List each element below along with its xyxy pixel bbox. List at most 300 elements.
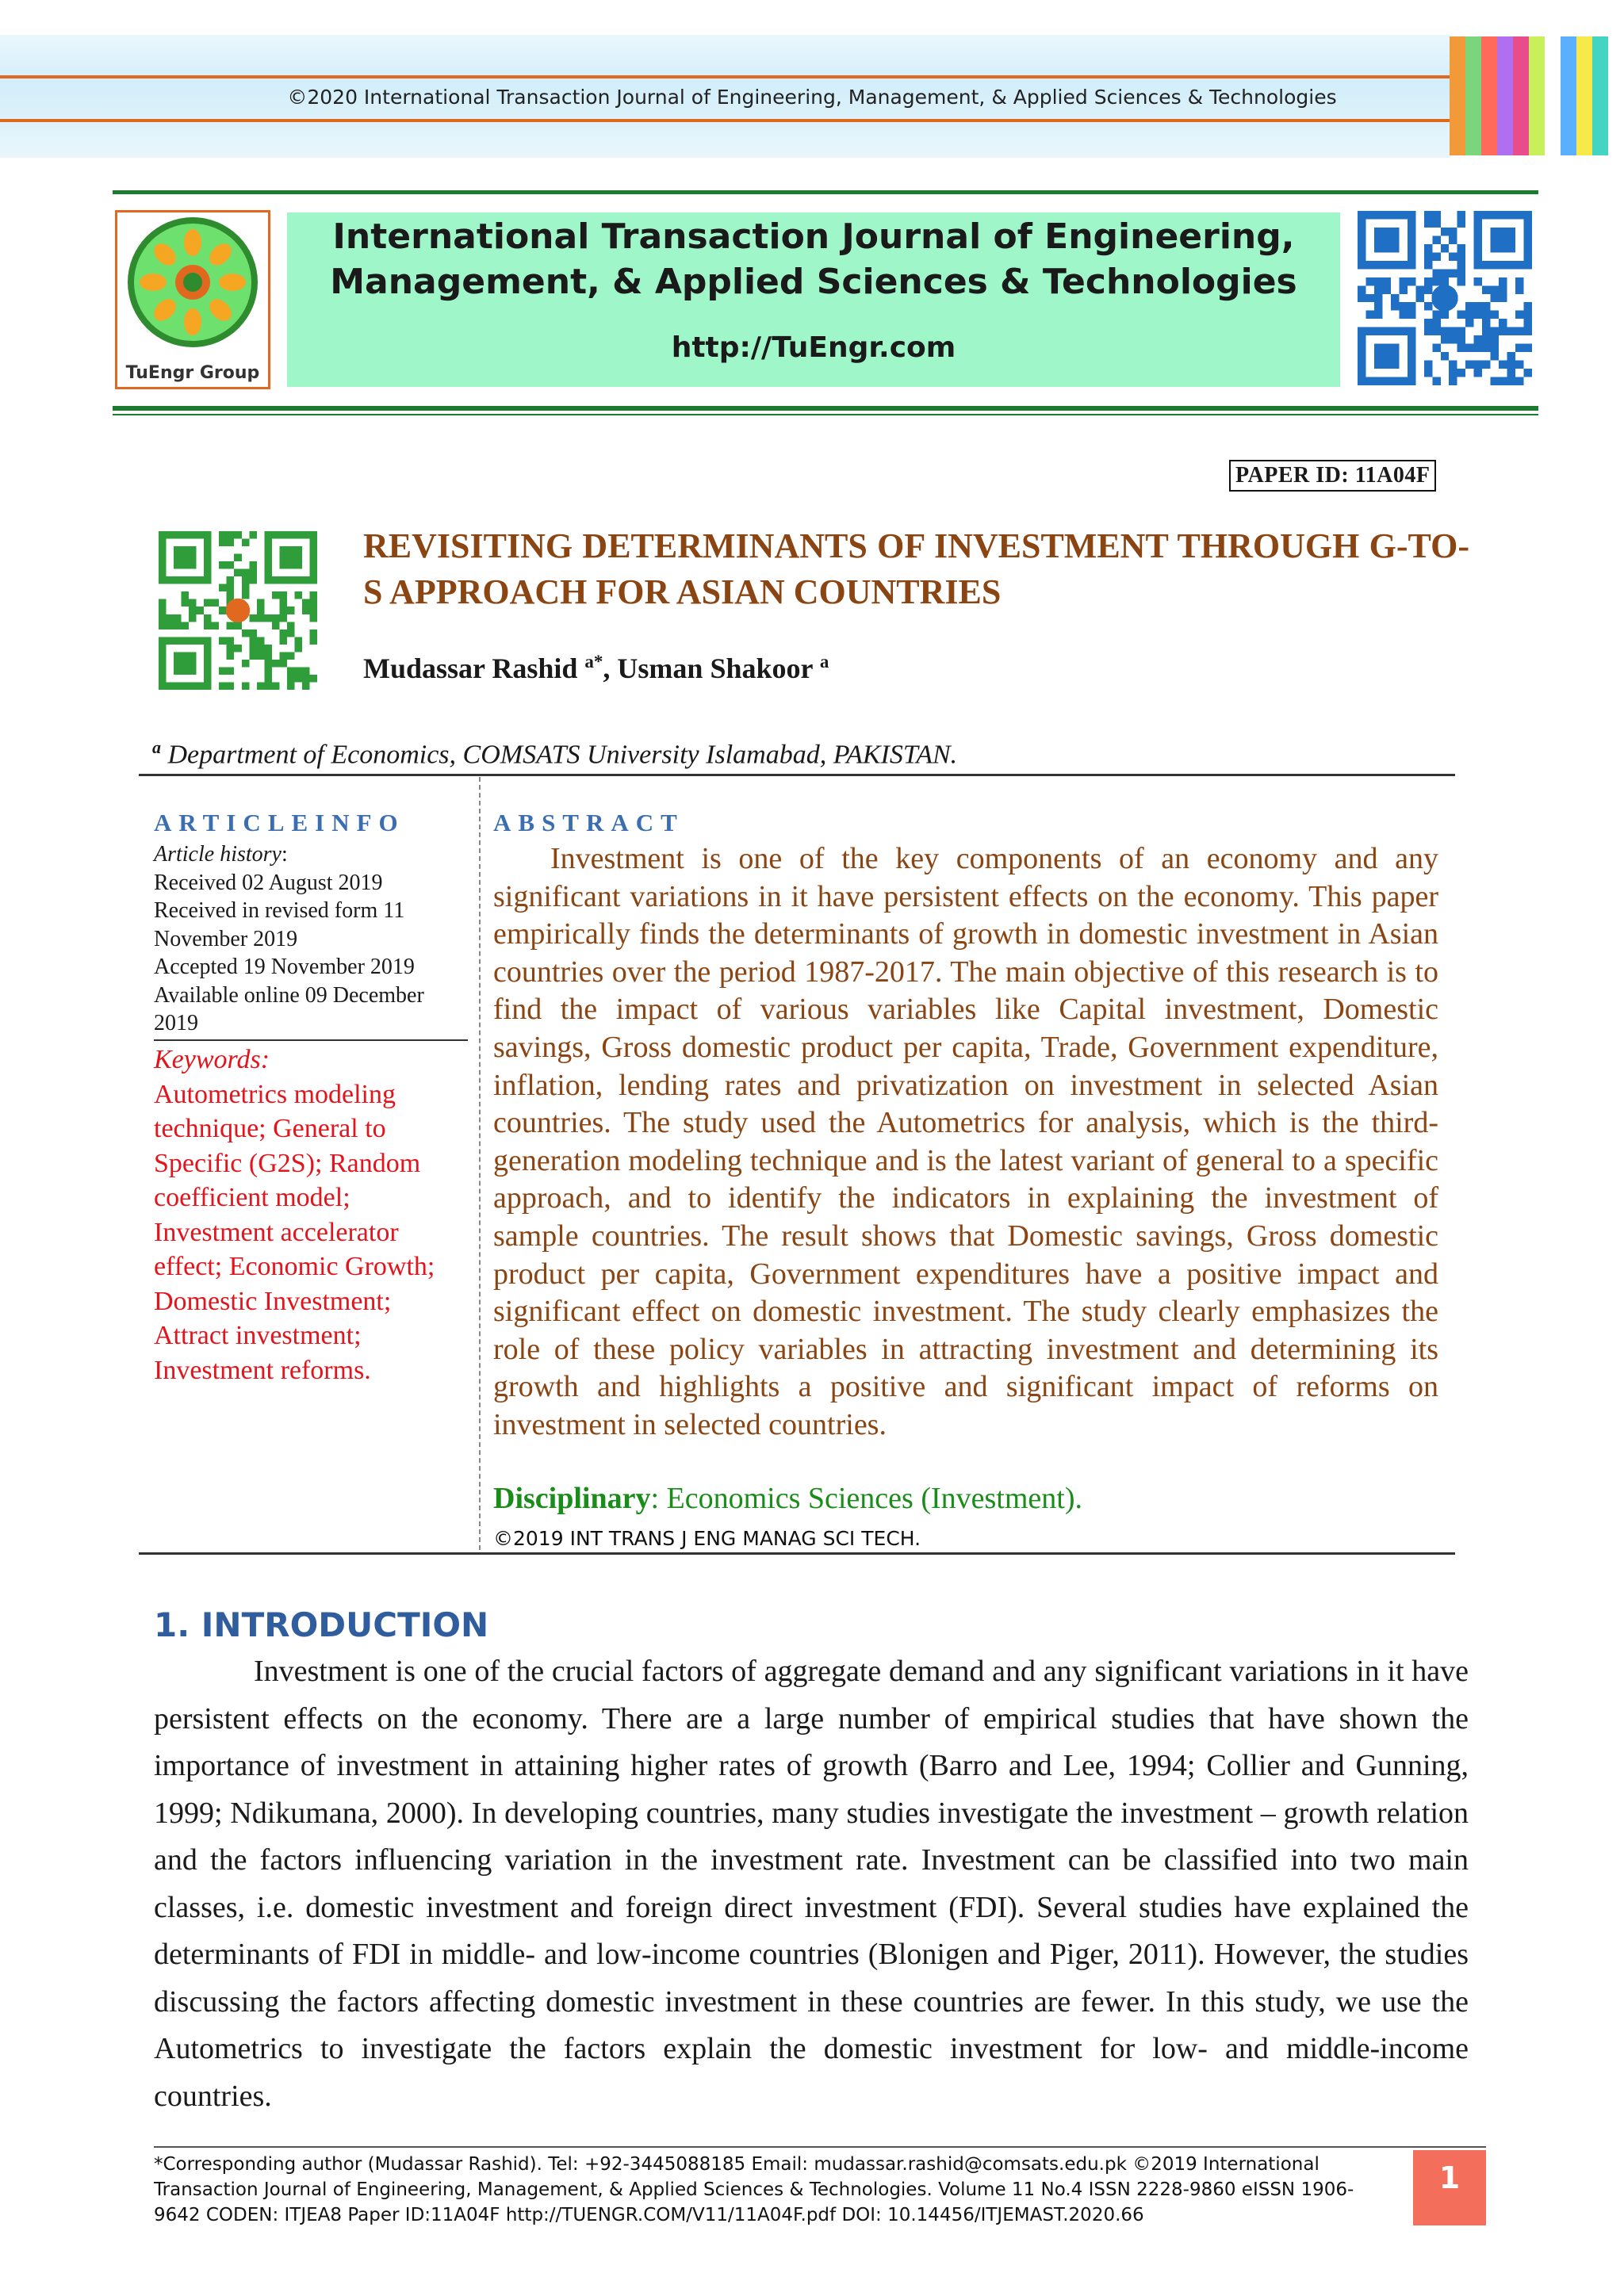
qr-module [1465,361,1473,369]
qr-module [302,667,310,675]
mosaic-tile [1592,81,1608,96]
mosaic-tile [1561,36,1576,52]
paper-qr-code-icon [159,531,317,690]
qr-module [302,682,310,690]
journal-title [287,212,1340,304]
mosaic-tile [1592,52,1608,67]
qr-module [264,667,272,675]
qr-module [1432,235,1440,243]
qr-module [227,561,235,569]
qr-module [1449,252,1457,260]
mosaic-tile [1529,140,1545,155]
qr-module [287,622,295,629]
qr-module [1499,285,1507,293]
qr-module [1391,294,1399,302]
qr-module [1499,277,1507,285]
mosaic-tile [1465,140,1481,155]
mosaic-tile [1497,52,1513,67]
mosaic-tile [1592,140,1608,155]
qr-module [309,637,317,645]
qr-module [1524,344,1532,352]
mosaic-tile [1513,111,1529,126]
header-rule-bottom [113,406,1538,411]
qr-module [1449,369,1457,377]
qr-module [1491,377,1499,385]
qr-module [1424,285,1432,293]
header-rule-top [113,190,1538,194]
qr-module [1449,335,1457,343]
qr-module [1432,252,1440,260]
qr-module [219,539,227,547]
qr-module [1374,285,1382,293]
qr-module [242,569,250,577]
mosaic-tile [1529,126,1545,141]
qr-module [1457,261,1465,269]
qr-module [212,622,220,629]
mosaic-tile [1561,126,1576,141]
qr-module [227,591,235,599]
qr-module [1499,294,1507,302]
qr-module [227,645,235,652]
qr-module [1515,327,1523,335]
mosaic-tile [1450,52,1465,67]
qr-module [1524,319,1532,327]
mosaic-tile [1465,96,1481,111]
qr-module [294,637,302,645]
qr-module [204,622,212,629]
mosaic-tile [1576,52,1592,67]
qr-module [264,645,272,652]
keywords [154,1043,471,1387]
qr-module [309,607,317,614]
mosaic-tile [1450,81,1465,96]
qr-module [309,614,317,622]
qr-module [249,629,257,637]
keywords-label: Keywords: [154,1045,270,1074]
mosaic-tile [1529,67,1545,82]
qr-module [272,660,280,668]
qr-module [1524,327,1532,335]
qr-module [257,682,265,690]
mosaic-tile [1481,81,1497,96]
qr-module [1474,277,1482,285]
qr-module [1499,319,1507,327]
qr-module [234,569,242,577]
qr-module [242,591,250,599]
affiliation [152,737,957,770]
qr-module [1408,277,1415,285]
qr-module [1491,294,1499,302]
qr-module [1424,252,1432,260]
received-date: Received 02 August 2019 [154,870,383,895]
qr-module [1482,335,1490,343]
banner-line-bottom [0,119,1451,122]
qr-module [1449,327,1457,335]
qr-module [1491,285,1499,293]
qr-module [257,645,265,652]
mosaic-tile [1481,126,1497,141]
qr-module [204,599,212,607]
qr-module [1515,377,1523,385]
qr-module [219,667,227,675]
qr-module [294,675,302,683]
qr-module [1432,269,1440,277]
qr-module [1449,361,1457,369]
qr-module [1482,302,1490,310]
qr-module [159,622,167,629]
qr-module [264,675,272,683]
mosaic-tile [1561,81,1576,96]
mosaic-tile [1592,111,1608,126]
mosaic-tile [1529,36,1545,52]
qr-module [227,584,235,592]
mosaic-tile [1497,126,1513,141]
affiliation-text: Department of Economics, COMSATS University Islamabad, PAKISTAN. [167,740,958,770]
wheel-logo-icon [117,212,268,363]
mosaic-tile [1592,126,1608,141]
mosaic-tile [1481,67,1497,82]
qr-module [1499,327,1507,335]
qr-module [174,622,182,629]
mosaic-tile [1513,126,1529,141]
mosaic-tile [1576,36,1592,52]
qr-module [1424,261,1432,269]
abstract-text: Investment is one of the key components of an economy and any significant variations in it have persistent effects on the economy. This paper empirically finds the determinants of growth in domestic investment in Asian countries over the period 1987-2017. The main objective of this research is to find the impact of various variables like Capital investment, Domestic savings, Gross domestic product per capita, Trade, Government expenditure, inflation, lending rates and privatization on investment in selected Asian countries. The study used the Autometrics for analysis, which is the third-generation modeling technique and is the latest variant of general to a specific approach, and to identify the indicators in explaining the investment of sample countries. The result shows that Domestic savings, Gross domestic product per capita, Government expenditures have a positive impact and significant effect on domestic investment. The study clearly emphasizes the role of these policy variables in attracting investment and determining its growth and highlights a positive and significant impact of reforms on investment in selected countries. [493,842,1438,1441]
mosaic-tile [1481,36,1497,52]
mosaic-tile [1481,96,1497,111]
logo-caption: TuEngr Group [125,363,260,383]
mosaic-tile [1576,111,1592,126]
qr-module [182,591,190,599]
qr-module [227,682,235,690]
qr-module [1524,302,1532,310]
qr-module [287,667,295,675]
qr-module [1374,228,1399,252]
qr-module [227,539,235,547]
mosaic-tile [1529,52,1545,67]
qr-module [309,629,317,637]
abstract-copyright: ©2019 INT TRANS J ENG MANAG SCI TECH. [493,1527,921,1550]
qr-module [272,614,280,622]
qr-module [287,607,295,614]
qr-module [242,576,250,584]
qr-module [1399,285,1407,293]
qr-module [167,622,174,629]
author-2: Usman Shakoor [617,652,813,684]
qr-module [1432,219,1440,227]
qr-module [249,652,257,660]
mosaic-tile [1576,67,1592,82]
mosaic-tile [1513,81,1529,96]
mosaic-tile [1465,126,1481,141]
qr-module [257,599,265,607]
mosaic-tile [1465,52,1481,67]
qr-module [1515,311,1523,319]
qr-module [1491,335,1499,343]
qr-module [1441,311,1449,319]
qr-code-icon [1358,211,1532,385]
mosaic-tile [1529,96,1545,111]
qr-module [1449,377,1457,385]
accepted-date: Accepted 19 November 2019 [154,955,415,979]
qr-module [227,531,235,539]
qr-module [264,682,272,690]
mosaic-tile [1481,140,1497,155]
revised-date: Received in revised form 11 November 2019 [154,898,405,951]
qr-module [1424,369,1432,377]
qr-module [279,652,287,660]
mosaic-tile [1497,111,1513,126]
qr-module [302,607,310,614]
qr-module [1441,335,1449,343]
qr-module [1358,285,1365,293]
qr-module [279,546,302,569]
disciplinary-value: : Economics Sciences (Investment). [650,1482,1082,1515]
qr-module [242,539,250,547]
mosaic-tile [1465,81,1481,96]
qr-module [1365,277,1373,285]
qr-module [242,682,250,690]
qr-module [1491,352,1499,360]
qr-module [1424,244,1432,252]
mosaic-decoration [1450,36,1608,155]
qr-module [287,682,295,690]
qr-module [1408,311,1415,319]
qr-module [272,682,280,690]
qr-module [1491,327,1499,335]
qr-module [302,675,310,683]
qr-module [257,652,265,660]
qr-module [264,652,272,660]
qr-module [1465,302,1473,310]
qr-module [1491,344,1499,352]
qr-module [1415,294,1423,302]
qr-module [1465,344,1473,352]
qr-module [279,614,287,622]
qr-module [1441,228,1449,235]
qr-module [219,607,227,614]
mosaic-tile [1561,52,1576,67]
qr-module [1465,319,1473,327]
qr-module [1474,302,1482,310]
mosaic-tile [1497,36,1513,52]
qr-module [302,599,310,607]
mosaic-tile [1545,52,1561,67]
qr-module [249,531,257,539]
qr-module [1399,302,1407,310]
qr-module [1424,211,1432,219]
paper-id-badge: PAPER ID: 11A04F [1229,460,1436,492]
qr-module [294,591,302,599]
qr-module [189,614,197,622]
disciplinary [493,1481,1082,1516]
mosaic-tile [1497,140,1513,155]
qr-module [219,531,227,539]
footer-rule [154,2146,1486,2148]
mosaic-tile [1545,140,1561,155]
qr-module [272,622,280,629]
journal-url[interactable]: http://TuEngr.com [671,331,956,364]
qr-module [1415,285,1423,293]
qr-module [249,645,257,652]
qr-module [174,614,182,622]
qr-module [1432,211,1440,219]
qr-module [1474,311,1482,319]
mosaic-tile [1450,67,1465,82]
qr-module [1441,327,1449,335]
qr-module [1399,277,1407,285]
mosaic-tile [1450,140,1465,155]
qr-module [1491,311,1499,319]
qr-module [1432,311,1440,319]
qr-module [1424,302,1432,310]
qr-module [1441,269,1449,277]
journal-title-line1: International Transaction Journal of Engineering, [332,216,1295,257]
mosaic-tile [1465,36,1481,52]
qr-module [309,675,317,683]
qr-module [1441,352,1449,360]
qr-module [242,584,250,592]
qr-module [1465,311,1473,319]
mosaic-tile [1529,111,1545,126]
column-divider [479,777,481,1550]
mosaic-tile [1450,96,1465,111]
qr-module [1524,369,1532,377]
qr-module [227,622,235,629]
qr-module [1399,311,1407,319]
mosaic-tile [1497,96,1513,111]
qr-module [1449,235,1457,243]
qr-module [227,652,235,660]
qr-module [189,607,197,614]
qr-module [1457,219,1465,227]
qr-module [1424,277,1432,285]
qr-module [1482,327,1490,335]
mosaic-tile [1545,81,1561,96]
abstract-heading: ABSTRACT [493,809,684,836]
qr-module [159,599,167,607]
qr-module [279,607,287,614]
qr-module [279,629,287,637]
qr-module [1424,219,1432,227]
online-date: Available online 09 December 2019 [154,982,424,1035]
qr-module [1449,228,1457,235]
qr-module [279,591,287,599]
qr-module [1457,327,1465,335]
mosaic-tile [1576,140,1592,155]
qr-module [1515,277,1523,285]
qr-module [219,561,227,569]
qr-center-mark [226,599,250,622]
mosaic-tile [1513,140,1529,155]
qr-module [1374,302,1382,310]
affiliation-superscript: a [152,737,161,757]
qr-module [159,607,167,614]
mosaic-tile [1561,111,1576,126]
qr-module [189,599,197,607]
mosaic-tile [1497,67,1513,82]
author-separator: , [603,652,618,684]
mosaic-tile [1513,67,1529,82]
qr-module [1449,269,1457,277]
qr-module [1424,361,1432,369]
qr-module [1474,369,1482,377]
mosaic-tile [1497,81,1513,96]
qr-module [1441,277,1449,285]
qr-module [204,614,212,622]
qr-module [212,599,220,607]
banner-line-top [0,75,1451,78]
author-1-superscript: a* [584,652,603,672]
qr-module [287,675,295,683]
qr-module [1358,294,1365,302]
qr-module [1391,302,1399,310]
qr-module [1474,361,1482,369]
qr-module [1365,294,1373,302]
qr-module [279,637,287,645]
paper-title: REVISITING DETERMINANTS OF INVESTMENT THROUGH G-TO-S APPROACH FOR ASIAN COUNTRIES [363,526,1469,611]
mosaic-tile [1529,81,1545,96]
qr-module [1482,311,1490,319]
disciplinary-label: Disciplinary [493,1482,651,1515]
qr-module [1515,361,1523,369]
qr-module [1408,302,1415,310]
qr-module [1515,344,1523,352]
qr-module [1457,244,1465,252]
qr-module [234,531,242,539]
qr-module [174,546,197,569]
qr-module [1441,244,1449,252]
qr-module [1457,252,1465,260]
qr-module [219,637,227,645]
qr-module [1491,228,1515,252]
qr-module [1499,377,1507,385]
qr-module [1382,277,1390,285]
qr-module [1424,327,1432,335]
qr-module [257,614,265,622]
qr-module [1457,269,1465,277]
mosaic-tile [1561,140,1576,155]
qr-module [1524,311,1532,319]
qr-module [249,576,257,584]
qr-module [279,599,287,607]
qr-module [1482,319,1490,327]
author-1: Mudassar Rashid [363,652,578,684]
qr-module [309,591,317,599]
qr-module [1507,352,1515,360]
qr-module [287,652,295,660]
qr-module [1507,361,1515,369]
mosaic-tile [1545,111,1561,126]
mosaic-tile [1465,111,1481,126]
qr-module [249,569,257,577]
qr-module [1499,361,1507,369]
qr-module [1457,211,1465,219]
mosaic-tile [1450,111,1465,126]
affiliation-rule [139,774,1455,776]
qr-module [242,629,250,637]
banner-copyright: ©2020 International Transaction Journal of Engineering, Management, & Applied Sciences & Technologies [287,86,1337,109]
qr-module [249,561,257,569]
qr-module [1432,344,1440,352]
mosaic-tile [1513,96,1529,111]
mosaic-tile [1545,36,1561,52]
qr-module [174,652,197,675]
footer-text: *Corresponding author (Mudassar Rashid). Tel: +92-3445088185 Email: mudassar.rashid@comsats.edu.pk ©2019 International Transaction Journal of Engineering, Management, & Applied Sciences & Technologies. Volume 11 No.4 ISSN 2228-9860 eISSN 1906-9642 CODEN: ITJEA8 Paper ID:11A04F http://TUENGR.COM/V11/11A04F.pdf DOI: 10.14456/ITJEMAST.2020.66 [154,2154,1354,2225]
mosaic-tile [1450,36,1465,52]
page-number: 1 [1438,2160,1461,2195]
mosaic-tile [1592,96,1608,111]
